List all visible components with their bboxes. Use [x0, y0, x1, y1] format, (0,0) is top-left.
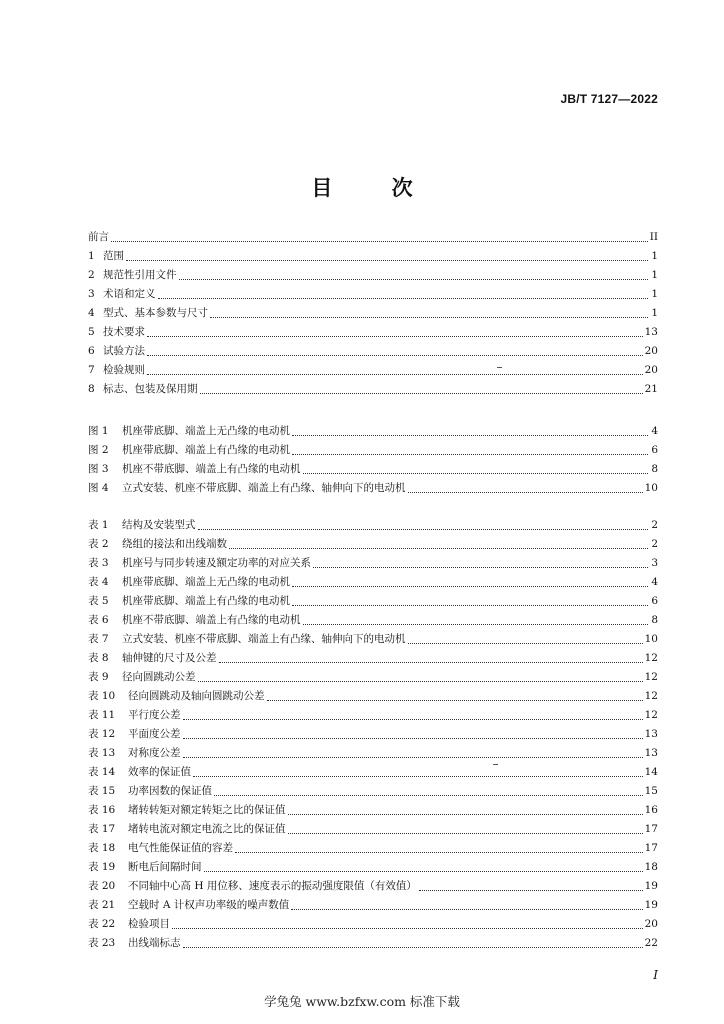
toc-entry-label: 机座号与同步转速及额定功率的对应关系 — [122, 557, 311, 569]
toc-entry[interactable] — [88, 380, 658, 399]
toc-entry[interactable] — [88, 266, 658, 285]
toc-entry[interactable] — [88, 422, 658, 441]
toc-entry-label: 机座带底脚、端盖上有凸缘的电动机 — [122, 444, 290, 456]
page-number: I — [653, 968, 658, 982]
toc-entry[interactable] — [88, 592, 658, 611]
toc-entry-number: 7 — [88, 364, 95, 376]
toc-entry[interactable] — [88, 228, 658, 247]
toc-entry-label: 径向圆跳动及轴向圆跳动公差 — [128, 690, 265, 702]
toc-entry-page: 10 — [644, 482, 658, 494]
dot-leader — [214, 794, 643, 796]
toc-entry-page: 17 — [644, 823, 658, 835]
toc-entry-label: 型式、基本参数与尺寸 — [103, 307, 208, 319]
toc-entry-number: 4 — [88, 307, 95, 319]
toc-entry-label: 对称度公差 — [128, 747, 181, 759]
dot-leader — [288, 832, 643, 834]
toc-entry-number: 5 — [88, 326, 95, 338]
toc-entry-page: 20 — [644, 918, 658, 930]
toc-entry-page: 12 — [644, 690, 658, 702]
toc-entry-label: 径向圆跳动公差 — [122, 671, 196, 683]
toc-entry-label: 机座带底脚、端盖上无凸缘的电动机 — [122, 425, 290, 437]
toc-entry-label: 不同轴中心高 H 用位移、速度表示的振动强度限值（有效值） — [128, 880, 417, 892]
dot-leader — [292, 434, 648, 436]
dot-leader — [193, 775, 643, 777]
toc-entry-page: 4 — [651, 425, 658, 437]
toc-entry[interactable] — [88, 649, 658, 668]
toc-entry[interactable] — [88, 820, 658, 839]
toc-entry-label: 断电后间隔时间 — [128, 861, 202, 873]
toc-entry-page: 12 — [644, 709, 658, 721]
toc-entry[interactable] — [88, 535, 658, 554]
toc-entry-number: 8 — [88, 383, 95, 395]
dot-leader — [158, 297, 649, 299]
toc-entry-label: 试验方法 — [103, 345, 145, 357]
toc-entry-number: 表 17 — [88, 823, 116, 835]
toc-entry[interactable] — [88, 361, 658, 380]
toc-entry-number: 表 14 — [88, 766, 116, 778]
toc-entry[interactable] — [88, 460, 658, 479]
toc-entry[interactable] — [88, 744, 658, 763]
toc-entry-number: 表 3 — [88, 557, 109, 569]
toc-entry-page: 19 — [644, 899, 658, 911]
dot-leader — [183, 737, 643, 739]
toc-entry-label: 功率因数的保证值 — [128, 785, 212, 797]
toc-entry-page: 1 — [651, 307, 658, 319]
toc-entry[interactable] — [88, 479, 658, 498]
dot-leader — [183, 946, 643, 948]
toc-entry-label: 空载时 A 计权声功率级的噪声数值 — [128, 899, 290, 911]
toc-entry-page: 2 — [651, 519, 658, 531]
toc-entry-label: 平行度公差 — [128, 709, 181, 721]
watermark: 学兔兔 www.bzfxw.com 标准下载 — [264, 994, 460, 1009]
page-title: 目 次 — [311, 175, 439, 200]
toc-entry[interactable] — [88, 247, 658, 266]
dot-leader — [419, 889, 643, 891]
toc-entry-page: 2 — [651, 538, 658, 550]
toc-entry-page: 20 — [644, 345, 658, 357]
toc-entry-number: 图 2 — [88, 444, 109, 456]
toc-entry-page: 12 — [644, 671, 658, 683]
toc-entry[interactable] — [88, 725, 658, 744]
toc-entry-label: 范围 — [103, 250, 124, 262]
toc-entry[interactable] — [88, 668, 658, 687]
toc-entry[interactable] — [88, 934, 658, 953]
dot-leader — [235, 851, 643, 853]
toc-entry-label: 立式安装、机座不带底脚、端盖上有凸缘、轴伸向下的电动机 — [122, 633, 406, 645]
toc-entry[interactable] — [88, 915, 658, 934]
toc-entry-number: 3 — [88, 288, 95, 300]
dot-leader — [219, 661, 643, 663]
toc-sections — [88, 228, 658, 399]
toc-entry-number: 表 22 — [88, 918, 116, 930]
toc-entry-page: 15 — [644, 785, 658, 797]
standard-code: JB/T 7127—2022 — [560, 92, 658, 106]
dot-leader — [198, 528, 649, 530]
toc-entry-page: 1 — [651, 250, 658, 262]
toc-entry-page: 18 — [644, 861, 658, 873]
toc-entry-number: 表 1 — [88, 519, 109, 531]
toc-entry[interactable] — [88, 877, 658, 896]
toc-entry-page: 17 — [644, 842, 658, 854]
toc-entry-page: 10 — [644, 633, 658, 645]
toc-entry-label: 技术要求 — [103, 326, 145, 338]
dot-leader — [200, 392, 643, 394]
toc-entry[interactable] — [88, 573, 658, 592]
toc-entry-number: 表 2 — [88, 538, 109, 550]
toc-entry[interactable] — [88, 782, 658, 801]
toc-entry-page: 14 — [644, 766, 658, 778]
toc-entry-label: 机座带底脚、端盖上有凸缘的电动机 — [122, 595, 290, 607]
dot-leader — [292, 453, 648, 455]
toc-entry-label: 平面度公差 — [128, 728, 181, 740]
toc-entry-page: 8 — [651, 463, 658, 475]
toc-entry-number: 表 6 — [88, 614, 109, 626]
toc-entry-number: 表 18 — [88, 842, 116, 854]
toc-entry-number: 表 13 — [88, 747, 116, 759]
toc-entry[interactable] — [88, 706, 658, 725]
toc-entry-number: 表 9 — [88, 671, 109, 683]
toc-entry-label: 出线端标志 — [128, 937, 181, 949]
toc-entry-page: 19 — [644, 880, 658, 892]
scan-speck — [497, 367, 502, 368]
toc-entry-page: 4 — [651, 576, 658, 588]
toc-entry-label: 术语和定义 — [103, 288, 156, 300]
toc-entry[interactable] — [88, 554, 658, 573]
toc-entry-number: 图 4 — [88, 482, 109, 494]
dot-leader — [292, 604, 648, 606]
toc-entry[interactable] — [88, 801, 658, 820]
toc-entry-number: 6 — [88, 345, 95, 357]
dot-leader — [229, 547, 648, 549]
toc-entry-number: 表 7 — [88, 633, 109, 645]
toc-entry-label: 检验规则 — [103, 364, 145, 376]
toc-entry-number: 表 16 — [88, 804, 116, 816]
toc-entry[interactable] — [88, 687, 658, 706]
toc-entry-page: 20 — [644, 364, 658, 376]
dot-leader — [303, 472, 649, 474]
toc-entry-label: 结构及安装型式 — [122, 519, 196, 531]
toc-entry[interactable] — [88, 323, 658, 342]
toc-entry-page: 1 — [651, 269, 658, 281]
toc-entry-page: 1 — [651, 288, 658, 300]
toc-entry-number: 表 19 — [88, 861, 116, 873]
dot-leader — [408, 642, 643, 644]
toc-entry-page: 6 — [651, 595, 658, 607]
toc-entry-label: 标志、包装及保用期 — [103, 383, 198, 395]
toc-entry-page: II — [649, 231, 658, 243]
toc-entry[interactable] — [88, 896, 658, 915]
dot-leader — [147, 335, 643, 337]
toc-entry-label: 机座带底脚、端盖上无凸缘的电动机 — [122, 576, 290, 588]
dot-leader — [147, 354, 643, 356]
dot-leader — [147, 373, 643, 375]
toc-entry-number: 2 — [88, 269, 95, 281]
toc-entry-label: 堵转转矩对额定转矩之比的保证值 — [128, 804, 286, 816]
toc-tables — [88, 516, 658, 953]
toc-entry[interactable] — [88, 611, 658, 630]
dot-leader — [179, 278, 649, 280]
toc-entry-page: 13 — [644, 747, 658, 759]
dot-leader — [183, 756, 643, 758]
dot-leader — [126, 259, 648, 261]
dot-leader — [198, 680, 643, 682]
toc-entry-page: 16 — [644, 804, 658, 816]
toc-entry[interactable] — [88, 630, 658, 649]
toc-entry-label: 效率的保证值 — [128, 766, 191, 778]
toc-entry[interactable] — [88, 441, 658, 460]
toc-entry-label: 轴伸键的尺寸及公差 — [122, 652, 217, 664]
toc-entry[interactable] — [88, 858, 658, 877]
toc-entry[interactable] — [88, 516, 658, 535]
dot-leader — [111, 240, 648, 242]
dot-leader — [303, 623, 649, 625]
toc-entry-label: 机座不带底脚、端盖上有凸缘的电动机 — [122, 463, 301, 475]
toc-entry-label: 堵转电流对额定电流之比的保证值 — [128, 823, 286, 835]
toc-entry-number: 表 4 — [88, 576, 109, 588]
toc-entry-number: 表 20 — [88, 880, 116, 892]
toc-entry-number: 表 23 — [88, 937, 116, 949]
dot-leader — [172, 927, 643, 929]
toc-entry-label: 电气性能保证值的容差 — [128, 842, 233, 854]
toc-entry[interactable] — [88, 763, 658, 782]
toc-entry-page: 8 — [651, 614, 658, 626]
toc-entry-number: 表 15 — [88, 785, 116, 797]
toc-entry-number: 表 10 — [88, 690, 116, 702]
toc-entry-label: 绕组的接法和出线端数 — [122, 538, 227, 550]
toc-entry-number: 表 12 — [88, 728, 116, 740]
toc-entry-label: 检验项目 — [128, 918, 170, 930]
toc-entry-number: 1 — [88, 250, 95, 262]
toc-entry-number: 表 5 — [88, 595, 109, 607]
dot-leader — [210, 316, 648, 318]
dot-leader — [288, 813, 643, 815]
dot-leader — [408, 491, 643, 493]
toc-entry-number: 图 3 — [88, 463, 109, 475]
dot-leader — [267, 699, 643, 701]
toc-entry-label: 规范性引用文件 — [103, 269, 177, 281]
toc-entry-page: 13 — [644, 326, 658, 338]
toc-entry[interactable] — [88, 304, 658, 323]
toc-entry-number: 表 11 — [88, 709, 116, 721]
toc-entry-label: 前言 — [88, 231, 109, 243]
toc-entry-page: 21 — [644, 383, 658, 395]
dot-leader — [292, 585, 648, 587]
toc-entry-number: 表 21 — [88, 899, 116, 911]
toc-entry-page: 6 — [651, 444, 658, 456]
dot-leader — [204, 870, 643, 872]
dot-leader — [313, 566, 648, 568]
toc-entry[interactable] — [88, 839, 658, 858]
toc-entry-page: 12 — [644, 652, 658, 664]
toc-entry[interactable] — [88, 342, 658, 361]
scan-speck — [493, 764, 498, 765]
toc-entry-number: 表 8 — [88, 652, 109, 664]
dot-leader — [183, 718, 643, 720]
toc-entry-label: 立式安装、机座不带底脚、端盖上有凸缘、轴伸向下的电动机 — [122, 482, 406, 494]
toc-entry-page: 22 — [644, 937, 658, 949]
toc-entry[interactable] — [88, 285, 658, 304]
toc-entry-page: 13 — [644, 728, 658, 740]
toc-entry-page: 3 — [651, 557, 658, 569]
toc-entry-number: 图 1 — [88, 425, 109, 437]
dot-leader — [291, 908, 642, 910]
toc-entry-label: 机座不带底脚、端盖上有凸缘的电动机 — [122, 614, 301, 626]
toc-figures — [88, 422, 658, 498]
